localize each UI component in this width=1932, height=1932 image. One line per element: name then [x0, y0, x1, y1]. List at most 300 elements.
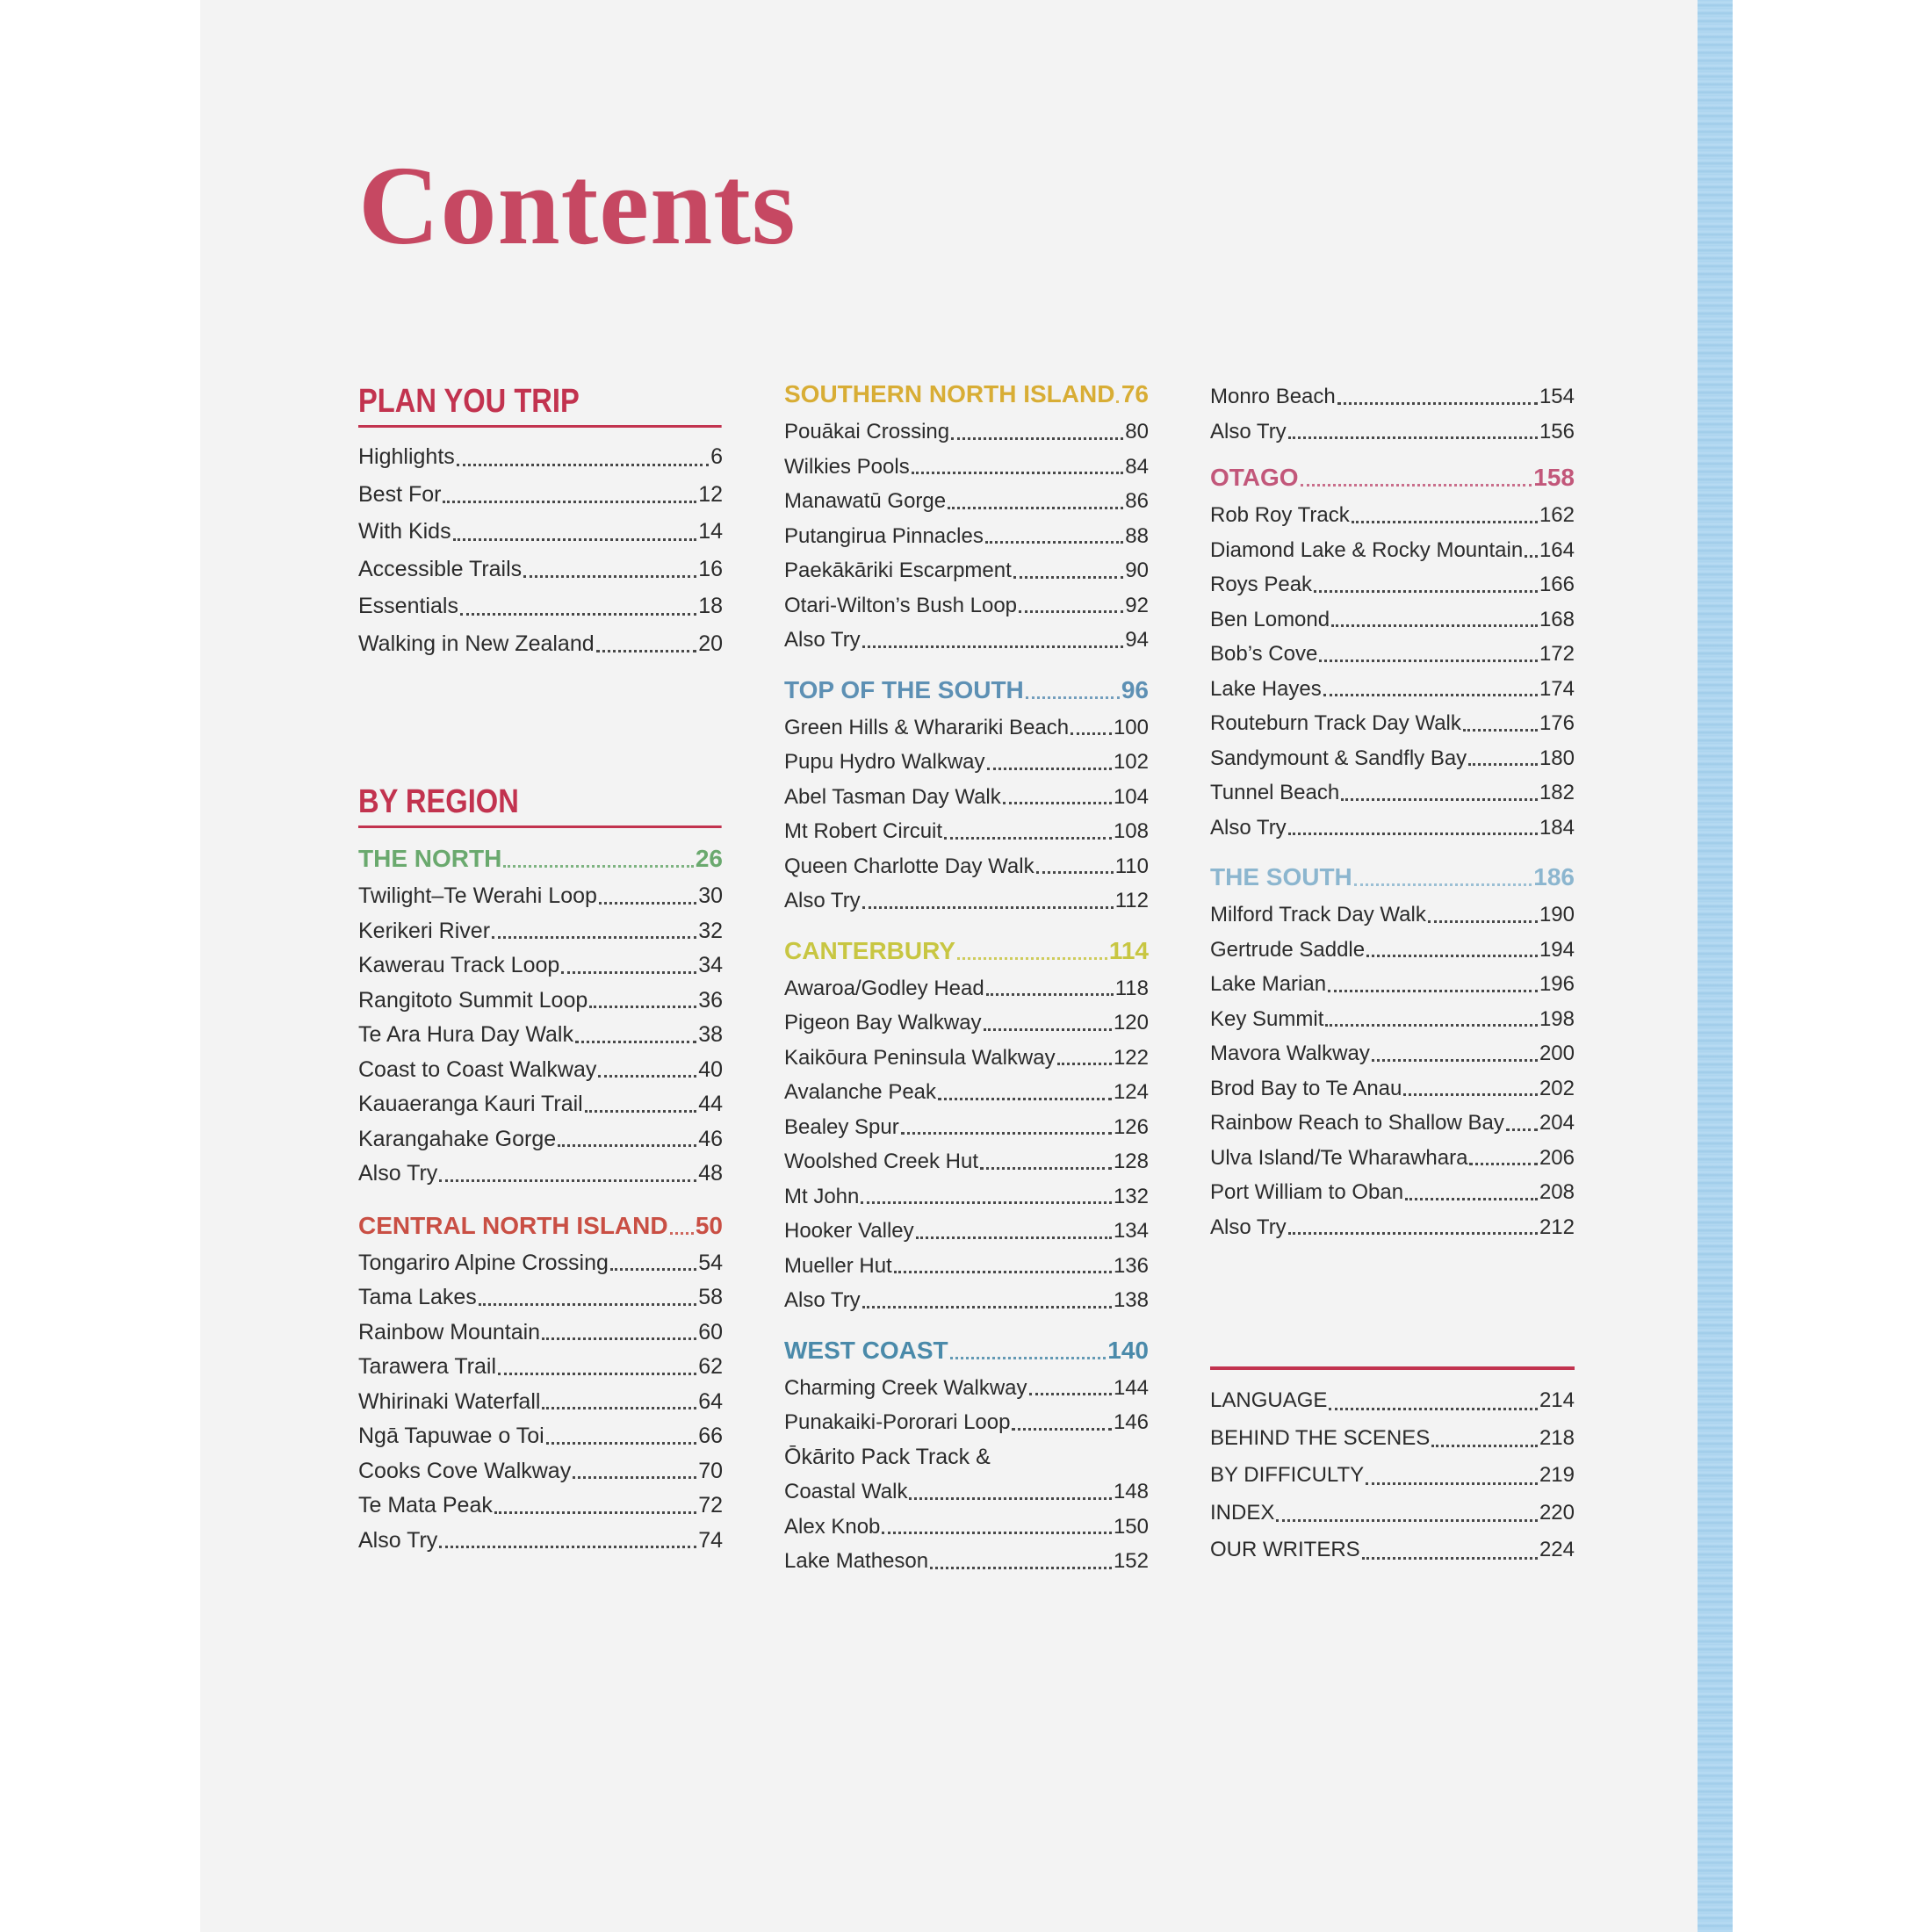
toc-entry-label: Tarawera Trail: [358, 1354, 496, 1379]
toc-entry-label: Port William to Oban: [1210, 1180, 1404, 1204]
toc-page-number: 36: [698, 987, 723, 1013]
toc-entry-label: Kauaeranga Kauri Trail: [358, 1092, 583, 1116]
toc-entry-label: With Kids: [358, 519, 451, 544]
toc-entry[interactable]: [358, 1316, 723, 1351]
toc-entry[interactable]: [784, 588, 1149, 624]
toc-entry-label: Ben Lomond: [1210, 607, 1330, 631]
toc-page-number: 212: [1539, 1215, 1575, 1239]
toc-entry-label: Brod Bay to Te Anau: [1210, 1076, 1402, 1100]
leader-dots: [1463, 728, 1538, 732]
leader-dots: [930, 1566, 1112, 1569]
toc-entry-label: LANGUAGE: [1210, 1388, 1328, 1412]
leader-dots: [894, 1270, 1112, 1273]
toc-entry[interactable]: [1210, 567, 1575, 602]
toc-page-number: 124: [1113, 1080, 1149, 1104]
toc-entry[interactable]: [784, 1214, 1149, 1249]
toc-page-number: 174: [1539, 676, 1575, 701]
toc-entry[interactable]: [358, 1087, 723, 1122]
toc-page-number: 100: [1113, 715, 1149, 739]
leader-dots: [909, 1496, 1111, 1500]
region-heading-wrap: [1210, 458, 1575, 498]
toc-entry[interactable]: [358, 476, 723, 514]
toc-entry-label: Also Try: [784, 628, 861, 652]
toc-entry-label: Punakaiki-Pororari Loop: [784, 1410, 1011, 1434]
toc-entry-label: Te Mata Peak: [358, 1493, 493, 1517]
leader-dots: [503, 864, 694, 868]
toc-list: [1210, 379, 1575, 449]
region-heading-the-south[interactable]: [1210, 857, 1575, 898]
toc-page-number: 158: [1533, 464, 1575, 491]
toc-entry-label: Ngā Tapuwae o Toi: [358, 1424, 544, 1448]
toc-page-number: 32: [698, 918, 723, 943]
toc-entry[interactable]: [1210, 1210, 1575, 1245]
toc-entry[interactable]: [1210, 811, 1575, 846]
toc-page-number: 92: [1125, 593, 1149, 617]
leader-dots: [1288, 436, 1538, 439]
toc-entry-label: Highlights: [358, 444, 455, 469]
toc-entry[interactable]: [358, 948, 723, 984]
toc-entry-label: INDEX: [1210, 1500, 1275, 1525]
region-heading-wrap: [784, 374, 1149, 415]
leader-dots: [1372, 1058, 1538, 1062]
page-edge: [1698, 0, 1733, 1932]
toc-page-number: 172: [1539, 642, 1575, 666]
toc-entry[interactable]: [1210, 1175, 1575, 1210]
toc-entry[interactable]: [784, 780, 1149, 815]
toc-entry[interactable]: [358, 588, 723, 625]
toc-page-number: 20: [698, 631, 723, 656]
toc-entry-label: Cooks Cove Walkway: [358, 1458, 572, 1483]
toc-entry[interactable]: [1210, 1532, 1575, 1569]
toc-page-number: 94: [1125, 628, 1149, 652]
toc-page-number: 60: [698, 1319, 723, 1344]
toc-list: [784, 1371, 1149, 1440]
toc-entry-label: OTAGO: [1210, 464, 1299, 491]
toc-page-number: 218: [1539, 1425, 1575, 1450]
toc-entry[interactable]: [358, 1280, 723, 1316]
toc-entry[interactable]: [1210, 672, 1575, 707]
leader-dots: [598, 1074, 696, 1078]
toc-page-number: 132: [1113, 1184, 1149, 1208]
region-heading-canterbury[interactable]: [784, 931, 1149, 971]
toc-page-number: 120: [1113, 1011, 1149, 1034]
toc-entry-label: Rangitoto Summit Loop: [358, 987, 588, 1013]
toc-entry-label: Bob’s Cove: [1210, 642, 1318, 666]
toc-entry[interactable]: [784, 1544, 1149, 1579]
toc-entry[interactable]: [784, 814, 1149, 849]
leader-dots: [1354, 883, 1532, 886]
toc-entry-label: Queen Charlotte Day Walk: [784, 854, 1034, 878]
toc-page-number: 180: [1539, 746, 1575, 770]
toc-page-number: 186: [1533, 863, 1575, 890]
toc-page-number: 66: [698, 1424, 723, 1448]
toc-entry-label: Mt Robert Circuit: [784, 819, 943, 843]
toc-page-number: 16: [698, 556, 723, 581]
toc-page-number: 110: [1114, 854, 1149, 878]
toc-entry[interactable]: [784, 710, 1149, 746]
region-heading-west-coast[interactable]: [784, 1330, 1149, 1371]
toc-entry[interactable]: [784, 1110, 1149, 1145]
leader-dots: [1019, 609, 1123, 613]
leader-dots: [1319, 659, 1538, 662]
toc-entry[interactable]: [784, 1249, 1149, 1284]
toc-entry[interactable]: [784, 1474, 1149, 1510]
toc-page-number: 122: [1113, 1045, 1149, 1070]
toc-entry[interactable]: [358, 879, 723, 914]
leader-dots: [610, 1267, 696, 1271]
leader-dots: [938, 1097, 1112, 1100]
toc-entry[interactable]: [1210, 1141, 1575, 1176]
region-heading-central-north-island[interactable]: [358, 1206, 723, 1246]
toc-page-number: 202: [1539, 1076, 1575, 1100]
toc-page-number: 104: [1113, 784, 1149, 809]
toc-entry-label: Routeburn Track Day Walk: [1210, 711, 1461, 735]
toc-entry-label: Ulva Island/Te Wharawhara: [1210, 1145, 1468, 1170]
leader-dots: [479, 1302, 696, 1306]
toc-page-number: 30: [698, 883, 723, 908]
column-2-entries: [784, 374, 1149, 1579]
toc-page-number: 156: [1539, 419, 1575, 443]
leader-dots: [1405, 1197, 1538, 1200]
leader-dots: [1341, 797, 1538, 801]
leader-dots: [1329, 1407, 1538, 1410]
toc-page-number: 196: [1539, 972, 1575, 996]
toc-entry[interactable]: [784, 450, 1149, 485]
leader-dots: [1325, 1023, 1538, 1027]
toc-entry[interactable]: [1210, 1071, 1575, 1107]
leader-dots: [1036, 870, 1114, 874]
toc-entry[interactable]: [1210, 967, 1575, 1002]
toc-entry[interactable]: [784, 1405, 1149, 1440]
toc-entry[interactable]: [784, 484, 1149, 519]
toc-page-number: 140: [1107, 1336, 1149, 1364]
toc-page-number: 76: [1121, 380, 1149, 407]
toc-entry-label: Awaroa/Godley Head: [784, 976, 984, 1000]
column-3-entries: [1210, 379, 1575, 1244]
leader-dots: [987, 767, 1112, 770]
toc-page-number: 198: [1539, 1006, 1575, 1031]
leader-dots: [862, 905, 1114, 909]
leader-dots: [558, 1143, 696, 1147]
toc-entry-label: Also Try: [1210, 419, 1287, 443]
toc-entry-label: Coast to Coast Walkway: [358, 1056, 597, 1082]
toc-entry[interactable]: [784, 1041, 1149, 1076]
toc-entry[interactable]: [1210, 1457, 1575, 1495]
leader-dots: [1469, 1162, 1537, 1165]
toc-page-number: 86: [1125, 489, 1149, 513]
toc-entry[interactable]: [358, 1385, 723, 1420]
toc-entry-label: SOUTHERN NORTH ISLAND: [784, 380, 1115, 407]
toc-page-number: 194: [1539, 937, 1575, 962]
toc-entry-label: Tongariro Alpine Crossing: [358, 1250, 609, 1275]
leader-dots: [948, 506, 1123, 509]
toc-entry-label: CENTRAL NORTH ISLAND: [358, 1211, 668, 1239]
toc-entry-label: Charming Creek Walkway: [784, 1375, 1027, 1400]
toc-entry-label: Also Try: [1210, 815, 1287, 840]
toc-entry-label: Diamond Lake & Rocky Mountain: [1210, 537, 1524, 562]
toc-entry-label: Lake Hayes: [1210, 676, 1322, 701]
toc-entry-label: Karangahake Gorge: [358, 1126, 557, 1151]
toc-page-number: 90: [1125, 559, 1149, 582]
toc-entry[interactable]: [358, 1053, 723, 1088]
toc-page-number: 168: [1539, 607, 1575, 631]
toc-entry-label: Hooker Valley: [784, 1219, 914, 1243]
toc-entry-label: Tunnel Beach: [1210, 781, 1340, 804]
toc-page-number: 118: [1114, 976, 1149, 1000]
region-heading-wrap: [784, 931, 1149, 971]
leader-dots: [984, 1027, 1112, 1031]
toc-page-number: 14: [698, 519, 723, 544]
toc-entry[interactable]: [358, 1157, 723, 1192]
toc-page-number: 206: [1539, 1145, 1575, 1170]
toc-page-number: 12: [698, 481, 723, 507]
toc-entry-label: Sandymount & Sandfly Bay: [1210, 746, 1467, 770]
toc-entry-label: Gertrude Saddle: [1210, 937, 1366, 962]
toc-entry[interactable]: [1210, 415, 1575, 450]
toc-page-number: 46: [698, 1126, 723, 1151]
leader-dots: [912, 471, 1124, 474]
toc-entry[interactable]: [784, 1006, 1149, 1041]
toc-entry-label: Otari-Wilton’s Bush Loop: [784, 593, 1018, 617]
toc-entry-label: Milford Track Day Walk: [1210, 903, 1426, 926]
leader-dots: [1352, 520, 1538, 523]
toc-list: [358, 1246, 723, 1559]
toc-entry-label: Lake Matheson: [784, 1549, 929, 1573]
toc-entry[interactable]: [358, 1454, 723, 1489]
page-title: Contents: [358, 143, 797, 268]
toc-entry[interactable]: [1210, 1420, 1575, 1458]
leader-dots: [599, 901, 696, 905]
toc-entry[interactable]: [358, 1419, 723, 1454]
toc-entry[interactable]: [358, 1524, 723, 1559]
leader-dots: [1328, 989, 1538, 992]
toc-page-number: 220: [1539, 1500, 1575, 1525]
toc-page-number: 148: [1113, 1480, 1149, 1503]
toc-entry[interactable]: [358, 513, 723, 551]
leader-dots: [1337, 401, 1538, 405]
toc-page-number: 204: [1539, 1111, 1575, 1135]
leader-dots: [561, 970, 696, 974]
leader-dots: [901, 1131, 1112, 1135]
region-heading-top-of-the-south[interactable]: [784, 670, 1149, 710]
toc-entry-label[interactable]: Ōkārito Pack Track &: [784, 1444, 991, 1469]
toc-entry-label: Twilight–Te Werahi Loop: [358, 883, 597, 908]
toc-entry-label: Pouākai Crossing: [784, 420, 950, 443]
toc-entry[interactable]: [1210, 1036, 1575, 1071]
toc-page-number: 108: [1113, 819, 1149, 843]
toc-entry[interactable]: [1210, 1382, 1575, 1420]
toc-page-number: 154: [1539, 385, 1575, 408]
leader-dots: [1013, 575, 1124, 579]
leader-dots: [546, 1441, 696, 1445]
toc-entry[interactable]: [1210, 1002, 1575, 1037]
leader-dots: [985, 540, 1123, 544]
region-heading-wrap: [358, 1206, 723, 1246]
toc-entry[interactable]: [358, 1018, 723, 1053]
toc-entry[interactable]: [1210, 379, 1575, 415]
leader-dots: [492, 935, 696, 939]
toc-page-number: 176: [1539, 711, 1575, 735]
toc-entry[interactable]: [784, 1179, 1149, 1215]
toc-page-number: 164: [1539, 537, 1575, 562]
leader-dots: [1431, 1444, 1538, 1447]
toc-entry[interactable]: [784, 553, 1149, 588]
toc-entry[interactable]: [1210, 933, 1575, 968]
toc-page-number: 150: [1113, 1514, 1149, 1539]
leader-dots: [457, 463, 709, 466]
toc-entry[interactable]: [784, 745, 1149, 780]
toc-entry[interactable]: [784, 415, 1149, 450]
toc-page-number: 50: [695, 1211, 723, 1239]
toc-entry[interactable]: [784, 519, 1149, 554]
toc-page-number: 128: [1113, 1150, 1149, 1173]
leader-dots: [1288, 832, 1538, 835]
region-heading-southern-north-island[interactable]: [784, 374, 1149, 415]
toc-page-number: 134: [1113, 1219, 1149, 1243]
toc-page-number: 114: [1108, 936, 1149, 964]
leader-dots: [670, 1231, 694, 1235]
toc-entry[interactable]: [1210, 637, 1575, 672]
toc-page-number: 72: [698, 1493, 723, 1517]
toc-entry[interactable]: [358, 625, 723, 663]
toc-page-number: 166: [1539, 573, 1575, 596]
toc-page-number: 190: [1539, 903, 1575, 926]
leader-dots: [1468, 762, 1538, 766]
toc-entry[interactable]: [358, 1350, 723, 1385]
toc-entry[interactable]: [358, 1489, 723, 1524]
toc-entry[interactable]: [1210, 898, 1575, 933]
leader-dots: [460, 612, 696, 616]
region-heading-wrap: [784, 1330, 1149, 1371]
toc-page-number: 112: [1114, 889, 1149, 912]
leader-dots: [1314, 589, 1538, 593]
section-heading: PLAN YOU TRIP: [358, 379, 722, 428]
toc-entry-label: Kerikeri River: [358, 918, 491, 943]
leader-dots: [1428, 919, 1538, 923]
leader-dots: [951, 436, 1123, 440]
toc-entry[interactable]: [784, 971, 1149, 1006]
toc-entry-label: Woolshed Creek Hut: [784, 1150, 978, 1173]
toc-entry-label: Also Try: [1210, 1215, 1287, 1239]
section-heading: BY REGION: [358, 780, 722, 828]
toc-entry[interactable]: [358, 551, 723, 588]
toc-page-number: 126: [1113, 1114, 1149, 1139]
toc-entry[interactable]: [784, 849, 1149, 884]
toc-entry[interactable]: [358, 984, 723, 1019]
toc-entry[interactable]: [1210, 498, 1575, 533]
toc-list: [1210, 498, 1575, 845]
toc-entry[interactable]: [358, 914, 723, 949]
toc-entry-label: Bealey Spur: [784, 1114, 899, 1139]
leader-dots: [498, 1372, 696, 1375]
toc-entry[interactable]: [1210, 706, 1575, 741]
toc-entry-label: Also Try: [358, 1161, 438, 1186]
toc-page-number: 152: [1113, 1549, 1149, 1573]
toc-list: [1210, 898, 1575, 1244]
leader-dots: [944, 836, 1112, 840]
toc-entry[interactable]: [784, 883, 1149, 919]
toc-entry[interactable]: [784, 1510, 1149, 1545]
leader-dots: [1003, 801, 1112, 804]
toc-entry[interactable]: [1210, 602, 1575, 638]
toc-entry[interactable]: [784, 1283, 1149, 1318]
toc-entry-label: TOP OF THE SOUTH: [784, 675, 1024, 703]
toc-entry[interactable]: [784, 623, 1149, 658]
toc-entry[interactable]: [358, 1246, 723, 1281]
leader-dots: [1071, 732, 1112, 735]
toc-entry-label: Also Try: [358, 1527, 438, 1553]
toc-entry-label: Mueller Hut: [784, 1253, 892, 1278]
toc-entry-label: Tama Lakes: [358, 1285, 477, 1309]
toc-entry-label: Pupu Hydro Walkway: [784, 750, 985, 774]
toc-list: [784, 415, 1149, 658]
toc-entry-label: Walking in New Zealand: [358, 631, 595, 656]
toc-page-number: 182: [1539, 781, 1575, 804]
toc-entry-label: Wilkies Pools: [784, 454, 910, 479]
toc-list: [358, 879, 723, 1192]
toc-entry-label: Mt John: [784, 1184, 860, 1208]
toc-entry[interactable]: [1210, 533, 1575, 568]
leader-dots: [573, 1475, 696, 1479]
toc-entry-label: Whirinaki Waterfall: [358, 1388, 541, 1414]
toc-page-number: 96: [1121, 675, 1149, 703]
toc-page-number: 144: [1113, 1375, 1149, 1400]
toc-page-number: 48: [698, 1161, 723, 1186]
leader-dots: [439, 1545, 696, 1548]
region-heading-otago[interactable]: [1210, 458, 1575, 498]
toc-entry-label: Green Hills & Wharariki Beach: [784, 715, 1070, 739]
toc-entry-label: Rainbow Reach to Shallow Bay: [1210, 1111, 1504, 1135]
toc-entry-label: Putangirua Pinnacles: [784, 523, 984, 548]
toc-entry-label: THE SOUTH: [1210, 863, 1352, 890]
leader-dots: [523, 574, 696, 578]
toc-entry[interactable]: [1210, 1495, 1575, 1532]
toc-entry-label: Lake Marian: [1210, 972, 1327, 996]
toc-entry-label: Kawerau Track Loop: [358, 953, 560, 977]
leader-dots: [494, 1510, 696, 1514]
toc-entry[interactable]: [358, 1122, 723, 1157]
toc-entry-label: Rainbow Mountain: [358, 1319, 541, 1344]
leader-dots: [916, 1236, 1112, 1239]
leader-dots: [862, 1305, 1112, 1308]
toc-entry[interactable]: [784, 1075, 1149, 1110]
toc-page-number: 58: [698, 1285, 723, 1309]
leader-dots: [1366, 954, 1538, 957]
leader-dots: [957, 956, 1107, 960]
toc-page-number: 80: [1125, 420, 1149, 443]
toc-entry[interactable]: [358, 438, 723, 476]
toc-entry-label: Best For: [358, 481, 442, 507]
toc-page-number: 64: [698, 1388, 723, 1414]
leader-dots: [443, 500, 696, 503]
toc-entry[interactable]: [1210, 1106, 1575, 1141]
toc-page-number: 88: [1125, 523, 1149, 548]
toc-page-number: 138: [1113, 1288, 1149, 1312]
toc-entry-label: Also Try: [784, 1288, 861, 1312]
toc-entry[interactable]: [1210, 775, 1575, 811]
toc-page-number: 84: [1125, 454, 1149, 479]
leader-dots: [1362, 1556, 1538, 1560]
toc-entry-label: CANTERBURY: [784, 936, 955, 964]
toc-entry[interactable]: [1210, 741, 1575, 776]
toc-entry[interactable]: [784, 1371, 1149, 1406]
region-heading-the-north[interactable]: [358, 839, 723, 879]
toc-page-number: 6: [710, 444, 723, 469]
toc-entry-label: Te Ara Hura Day Walk: [358, 1022, 573, 1047]
toc-entry[interactable]: [784, 1144, 1149, 1179]
leader-dots: [542, 1337, 696, 1340]
toc-entry-label: Key Summit: [1210, 1006, 1324, 1031]
